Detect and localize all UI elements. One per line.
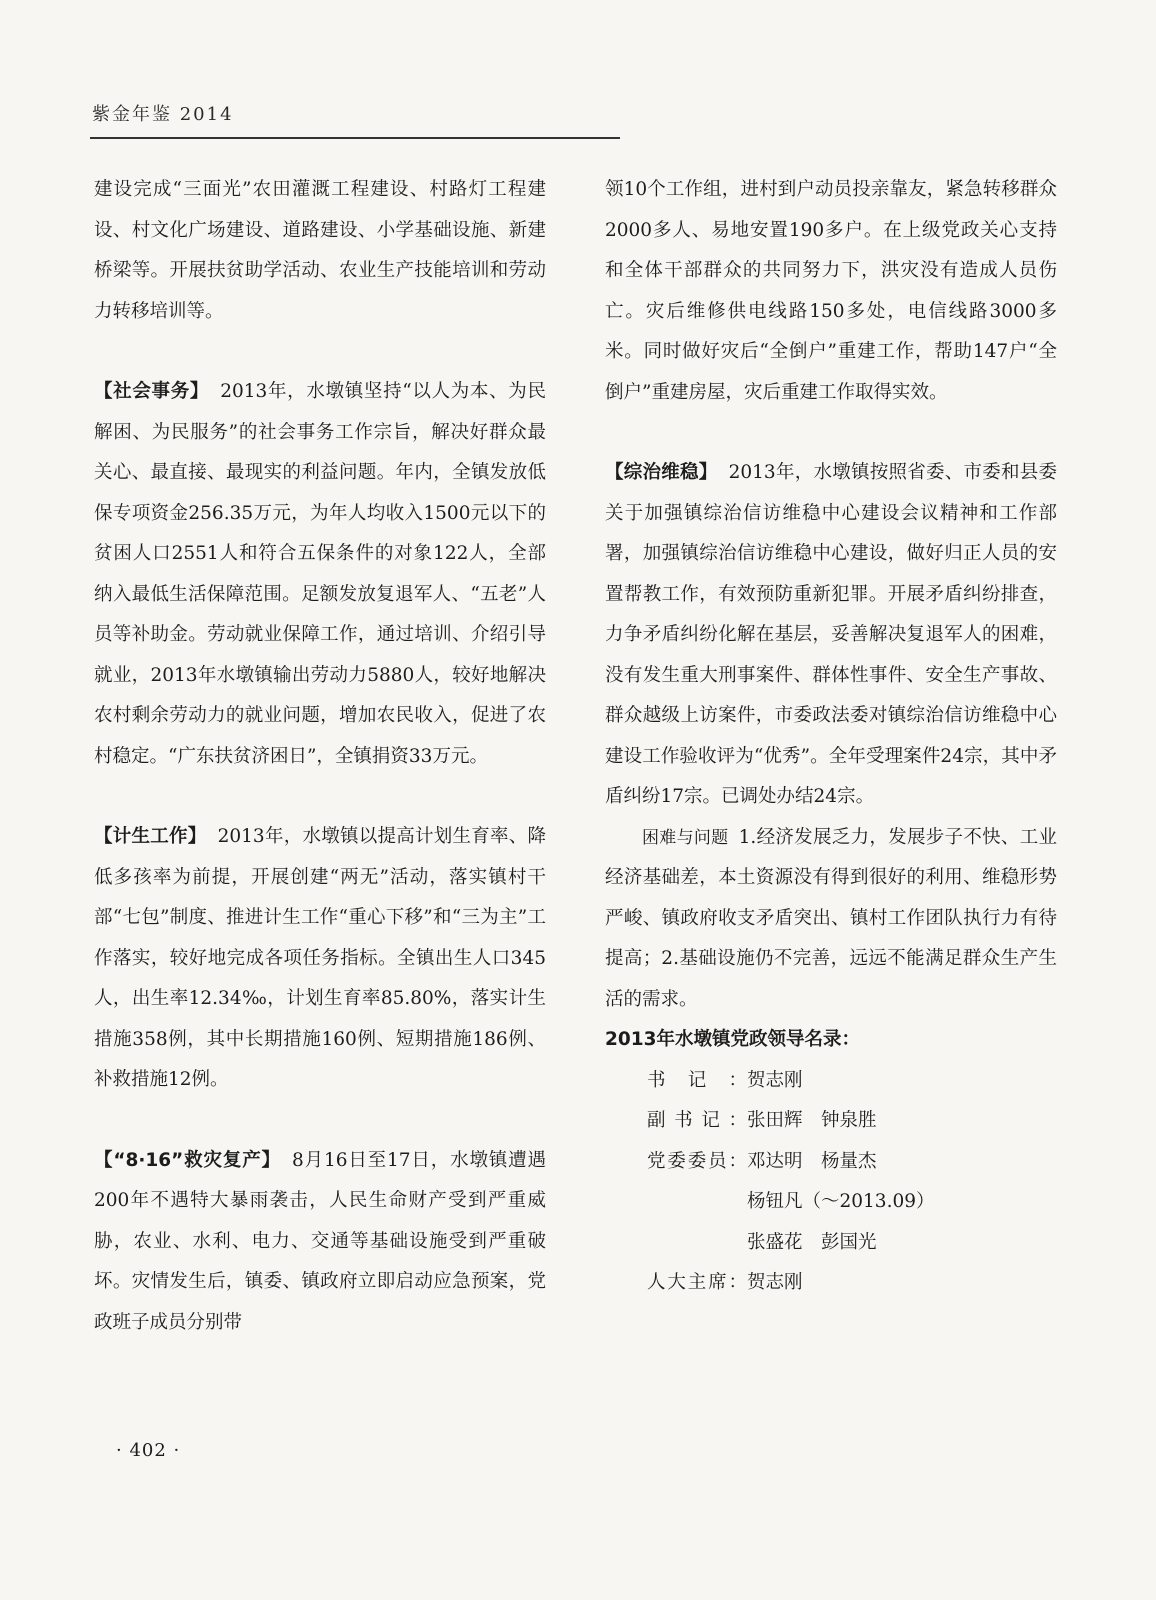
section-body-family-planning: 2013年，水墩镇以提高计划生育率、降低多孩率为前提，开展创建“两无”活动，落实镇村干部“七包”制度、推进计生工作“重心下移”和“三为主”工作落实，较好地完成各项任务指标。全镇出生人口345人，出生率12.34‰，计划生育率85.80%，落实计生措施358例，其中长期措施160例、短期措施186例、补救措施12例。 [94,826,546,1090]
section-heading-family-planning: 【计生工作】 [94,826,207,847]
roster-role: 人大主席： [647,1272,747,1293]
section-heading-disaster-relief: 【“8·16”救灾复产】 [94,1149,281,1171]
roster-row [647,1263,1057,1304]
problems-section [605,818,1057,1021]
leadership-roster [605,1061,1057,1304]
section-body-social-affairs: 2013年，水墩镇坚持“以人为本、为民解困、为民服务”的社会事务工作宗旨，解决好群众最关心、最直接、最现实的利益问题。年内，全镇发放低保专项资金256.35万元，为年人均收入1500元以下的贫困人口2551人和符合五保条件的对象122人，全部纳入最低生活保障范围。足额发放复退军人、“五老”人员等补助金。劳动就业保障工作，通过培训、介绍引导就业，2013年水墩镇输出劳动力5880人，较好地解决农村剩余劳动力的就业问题，增加农民收入，促进了农村稳定。“广东扶贫济困日”，全镇捐资33万元。 [94,381,546,767]
section-heading-stability: 【综治维稳】 [605,462,718,483]
section-heading-problems: 困难与问题 [642,827,729,848]
family-planning-section [94,817,546,1101]
roster-role: 副书记： [647,1110,747,1131]
roster-row [647,1101,1057,1142]
roster-row [647,1182,1057,1223]
section-body-disaster-relief: 8月16日至17日，水墩镇遭遇200年不遇特大暴雨袭击，人民生命财产受到严重威胁，农业、水利、电力、交通等基础设施受到严重破坏。灾情发生后，镇委、镇政府立即启动应急预案，党政班子成员分别带 [94,1149,546,1333]
roster-names: 张田辉 钟泉胜 [747,1110,877,1131]
header-rule [90,137,620,139]
leadership-list-title: 2013年水墩镇党政领导名录： [605,1029,860,1050]
right-column [605,170,1057,1304]
roster-names: 张盛花 彭国光 [747,1231,877,1253]
page-number: · 402 · [116,1440,181,1461]
roster-names: 贺志刚 [747,1272,803,1293]
running-head: 紫金年鉴 2014 [92,104,234,125]
disaster-relief-continued: 领10个工作组，进村到户动员投亲靠友，紧急转移群众2000多人、易地安置190多户。在上级党政关心支持和全体干部群众的共同努力下，洪灾没有造成人员伤亡。灾后维修供电线路150多处，电信线路3000多米。同时做好灾后“全倒户”重建工作，帮助147户“全倒户”重建房屋，灾后重建工作取得实效。 [605,179,1057,403]
roster-row [647,1061,1057,1102]
social-affairs-section [94,372,546,777]
roster-role: 党委委员： [647,1150,747,1172]
roster-role: 书记： [647,1069,747,1091]
roster-names: 贺志刚 [747,1069,803,1091]
disaster-relief-section [94,1141,546,1344]
roster-row [647,1142,1057,1183]
stability-section [605,453,1057,818]
left-column [94,170,546,1343]
section-body-stability: 2013年，水墩镇按照省委、市委和县委关于加强镇综治信访维稳中心建设会议精神和工作部署，加强镇综治信访维稳中心建设，做好归正人员的安置帮教工作，有效预防重新犯罪。开展矛盾纠纷排查，力争矛盾纠纷化解在基层，妥善解决复退军人的困难，没有发生重大刑事案件、群体性事件、安全生产事故、群众越级上访案件，市委政法委对镇综治信访维稳中心建设工作验收评为“优秀”。全年受理案件24宗，其中矛盾纠纷17宗。已调处办结24宗。 [605,462,1057,807]
intro-paragraph: 建设完成“三面光”农田灌溉工程建设、村路灯工程建设、村文化广场建设、道路建设、小学基础设施、新建桥梁等。开展扶贫助学活动、农业生产技能培训和劳动力转移培训等。 [94,179,546,322]
roster-row [647,1223,1057,1264]
roster-names: 杨钮凡（～2013.09） [747,1191,935,1212]
section-heading-social-affairs: 【社会事务】 [94,381,210,402]
roster-names: 邓达明 杨量杰 [747,1150,877,1172]
section-body-problems: 1.经济发展乏力，发展步子不快、工业经济基础差，本土资源没有得到很好的利用、维稳形势严峻、镇政府收支矛盾突出、镇村工作团队执行力有待提高；2.基础设施仍不完善，远远不能满足群众生产生活的需求。 [605,826,1057,1010]
